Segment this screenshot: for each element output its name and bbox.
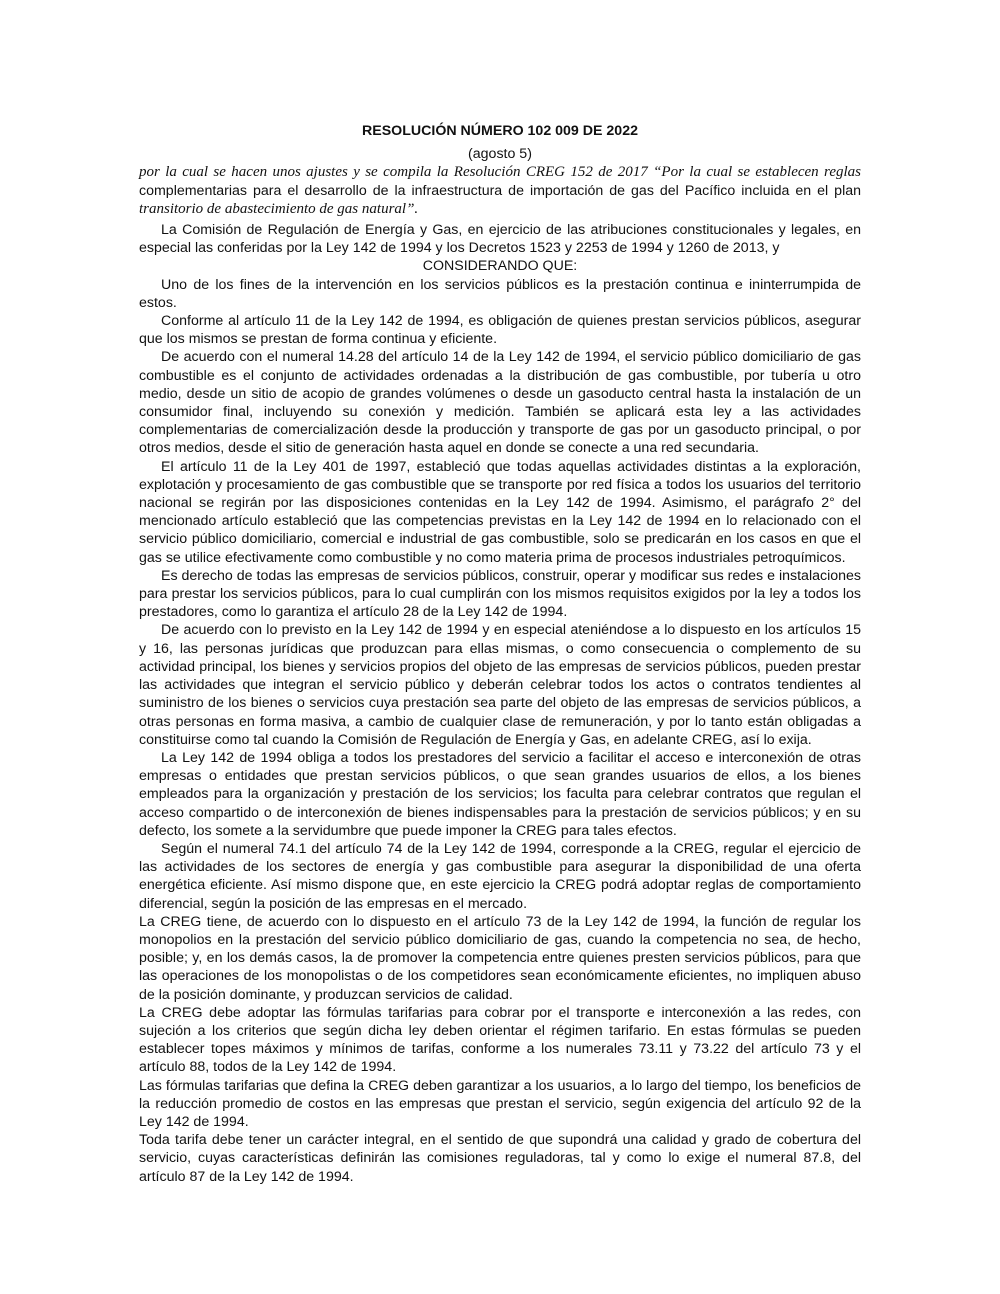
paragraph: De acuerdo con el numeral 14.28 del artículo 14 de la Ley 142 de 1994, el servicio público domiciliario de gas combustible es el conjunto de actividades ordenadas a la distribución de gas combustible, por tubería u otro medio, desde un sitio de acopio de grandes volúmenes o desde un gasoducto central hasta la instalación de un consumidor final, incluyendo su conexión y medición. También se aplicará esta ley a las actividades complementarias de comercialización desde la producción y transporte de gas por un gasoducto principal, o por otros medios, desde el sitio de generación hasta aquel en donde se conecte a una red secundaria. (139, 349, 861, 457)
epigraph (139, 163, 861, 218)
resolution-date: (agosto 5) (468, 146, 532, 163)
epigraph-part-3: transitorio de abastecimiento de gas natural”. (139, 200, 419, 217)
epigraph-part-1: por la cual se hacen unos ajustes y se compila la Resolución CREG 152 de 2017 “Por la cual se establecen reglas (139, 164, 861, 181)
paragraph: Es derecho de todas las empresas de servicios públicos, construir, operar y modificar sus redes e instalaciones para prestar los servicios públicos, para lo cual cumplirán con los mismos requisitos exigidos por la ley a todos los prestadores, como lo garantiza el artículo 28 de la Ley 142 de 1994. (139, 567, 861, 621)
epigraph-part-2: complementarias para el desarrollo de la infraestructura de importación de gas del Pacífico incluida en el plan (139, 182, 861, 199)
paragraph: Conforme al artículo 11 de la Ley 142 de 1994, es obligación de quienes prestan servicios públicos, asegurar que los mismos se prestan de forma continua y eficiente. (139, 313, 861, 348)
document-page (139, 122, 861, 1186)
paragraph: El artículo 11 de la Ley 401 de 1997, estableció que todas aquellas actividades distintas a la exploración, explotación y procesamiento de gas combustible que se transporte por red física a todos los usuarios del territorio nacional se regirán por las disposiciones contenidas en la Ley 142 de 1994. Asimismo, el parágrafo 2° del mencionado artículo estableció que las competencias previstas en la Ley 142 de 1994 en lo relacionado con el servicio público domiciliario, comercial e industrial de gas combustible, solo se predicarán en los casos en que el gas se utilice efectivamente como combustible y no como materia prima de procesos industriales petroquímicos. (139, 458, 861, 566)
paragraph: La Ley 142 de 1994 obliga a todos los prestadores del servicio a facilitar el acceso e interconexión de otras empresas o entidades que prestan servicios públicos, o que sean grandes usuarios de ellos, a los bienes empleados para la organización y prestación de los servicios; los faculta para celebrar contratos que regulan el acceso compartido o de interconexión de bienes indispensables para la prestación de servicios públicos; y en su defecto, los somete a la servidumbre que puede imponer la CREG para tales efectos. (139, 749, 861, 839)
paragraph: Toda tarifa debe tener un carácter integral, en el sentido de que supondrá una calidad y grado de cobertura del servicio, cuyas características definirán las comisiones reguladoras, tal y como lo exige el numeral 87.8, del artículo 87 de la Ley 142 de 1994. (139, 1132, 861, 1185)
paragraph: Uno de los fines de la intervención en los servicios públicos es la prestación continua e ininterrumpida de estos. (139, 276, 861, 311)
paragraph: La CREG tiene, de acuerdo con lo dispuesto en el artículo 73 de la Ley 142 de 1994, la función de regular los monopolios en la prestación del servicio público domiciliario de gas, cuando la competencia no sea, de hecho, posible; y, en los demás casos, la de promover la competencia entre quienes presten servicios públicos, para que las operaciones de los monopolistas o de los competidores sean económicamente eficientes, no impliquen abuso de la posición dominante, y produzcan servicios de calidad. (139, 913, 861, 1003)
paragraph: De acuerdo con lo previsto en la Ley 142 de 1994 y en especial ateniéndose a lo dispuesto en los artículos 15 y 16, las personas jurídicas que produzcan para ellas mismas, o como consecuencia o complemento de su actividad principal, los bienes y servicios propios del objeto de las empresas de servicios públicos, pueden prestar las actividades que integran el servicio público y deberán celebrar todos los actos o contratos tendientes al suministro de los bienes o servicios cuya prestación sea parte del objeto de las empresas de servicios públicos, a otras personas en forma masiva, a cambio de cualquier clase de remuneración, y por lo tanto están obligadas a constituirse como tal cuando la Comisión de Regulación de Energía y Gas, en adelante CREG, así lo exija. (139, 622, 861, 748)
paragraph: La CREG debe adoptar las fórmulas tarifarias para cobrar por el transporte e interconexión a las redes, con sujeción a los criterios que según dicha ley deben orientar el régimen tarifario. En estas fórmulas se pueden establecer topes máximos y mínimos de tarifas, conforme a los numerales 73.11 y 73.22 del artículo 73 y el artículo 88, todos de la Ley 142 de 1994. (139, 1004, 861, 1076)
resolution-title: RESOLUCIÓN NÚMERO 102 009 DE 2022 (362, 123, 638, 139)
paragraph: Según el numeral 74.1 del artículo 74 de la Ley 142 de 1994, corresponde a la CREG, regular el ejercicio de las actividades de los sectores de energía y gas combustible para asegurar la disponibilidad de una oferta energética eficiente. Así mismo dispone que, en este ejercicio la CREG podrá adoptar reglas de comportamiento diferencial, según la posición de las empresas en el mercado. (139, 840, 861, 912)
considerando-heading: CONSIDERANDO QUE: (422, 258, 578, 275)
paragraph: Las fórmulas tarifarias que defina la CREG deben garantizar a los usuarios, a lo largo del tiempo, los beneficios de la reducción promedio de costos en las empresas que prestan el servicio, según exigencia del artículo 92 de la Ley 142 de 1994. (139, 1077, 861, 1130)
preamble: La Comisión de Regulación de Energía y Gas, en ejercicio de las atribuciones constitucionales y legales, en especial las conferidas por la Ley 142 de 1994 y los Decretos 1523 y 2253 de 1994 y 1260 de 2013, y (139, 222, 861, 257)
